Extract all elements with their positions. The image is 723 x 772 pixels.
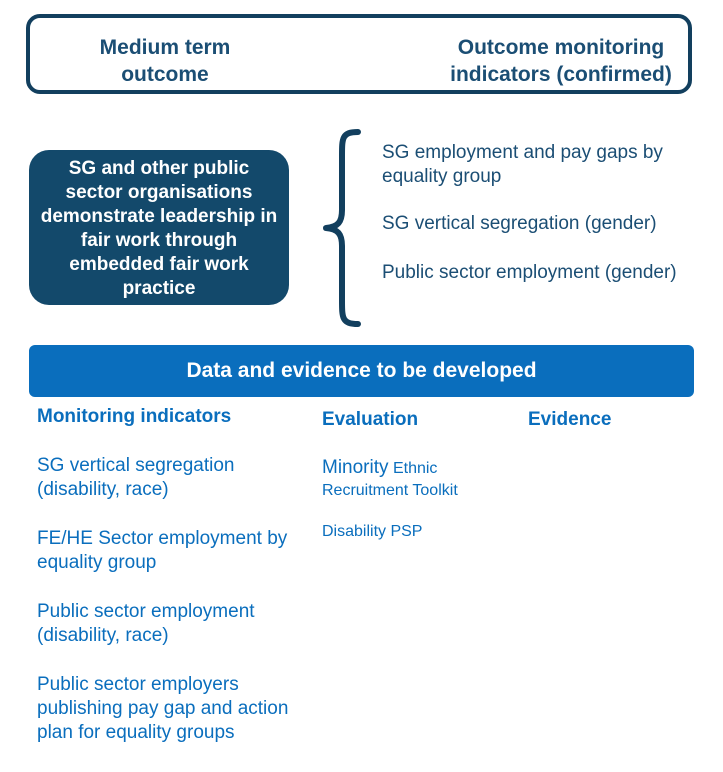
evaluation-item-rest: Ethnic Recruitment Toolkit — [322, 460, 458, 499]
evaluation-heading: Evaluation — [322, 409, 419, 430]
monitoring-indicator-item: Public sector employers publishing pay gap and action plan for equality groups — [37, 674, 289, 743]
data-evidence-banner: Data and evidence to be developed — [29, 345, 694, 397]
monitoring-indicator-item: SG vertical segregation (disability, race) — [37, 455, 235, 500]
header-box — [26, 14, 692, 94]
curly-brace-icon — [320, 128, 364, 328]
medium-term-outcome-heading: Medium term outcome — [99, 36, 231, 86]
confirmed-indicator: SG employment and pay gaps by equality group — [382, 142, 663, 187]
evaluation-item — [322, 521, 502, 543]
outcome-box: SG and other public sector organisations demonstrate leadership in fair work through embedded fair work practice — [29, 150, 289, 305]
evaluation-item-rest: Disability PSP — [322, 523, 423, 540]
monitoring-indicator-item: Public sector employment (disability, race) — [37, 601, 255, 646]
evidence-heading: Evidence — [528, 409, 612, 430]
outcome-monitoring-indicators-heading: Outcome monitoring indicators (confirmed) — [450, 36, 672, 86]
confirmed-indicator: Public sector employment (gender) — [382, 262, 677, 283]
monitoring-indicator-item: FE/HE Sector employment by equality group — [37, 528, 288, 573]
confirmed-indicator: SG vertical segregation (gender) — [382, 213, 657, 234]
evaluation-item-lead: Minority — [322, 457, 389, 478]
monitoring-indicators-heading: Monitoring indicators — [37, 406, 232, 427]
evaluation-item — [322, 457, 502, 502]
